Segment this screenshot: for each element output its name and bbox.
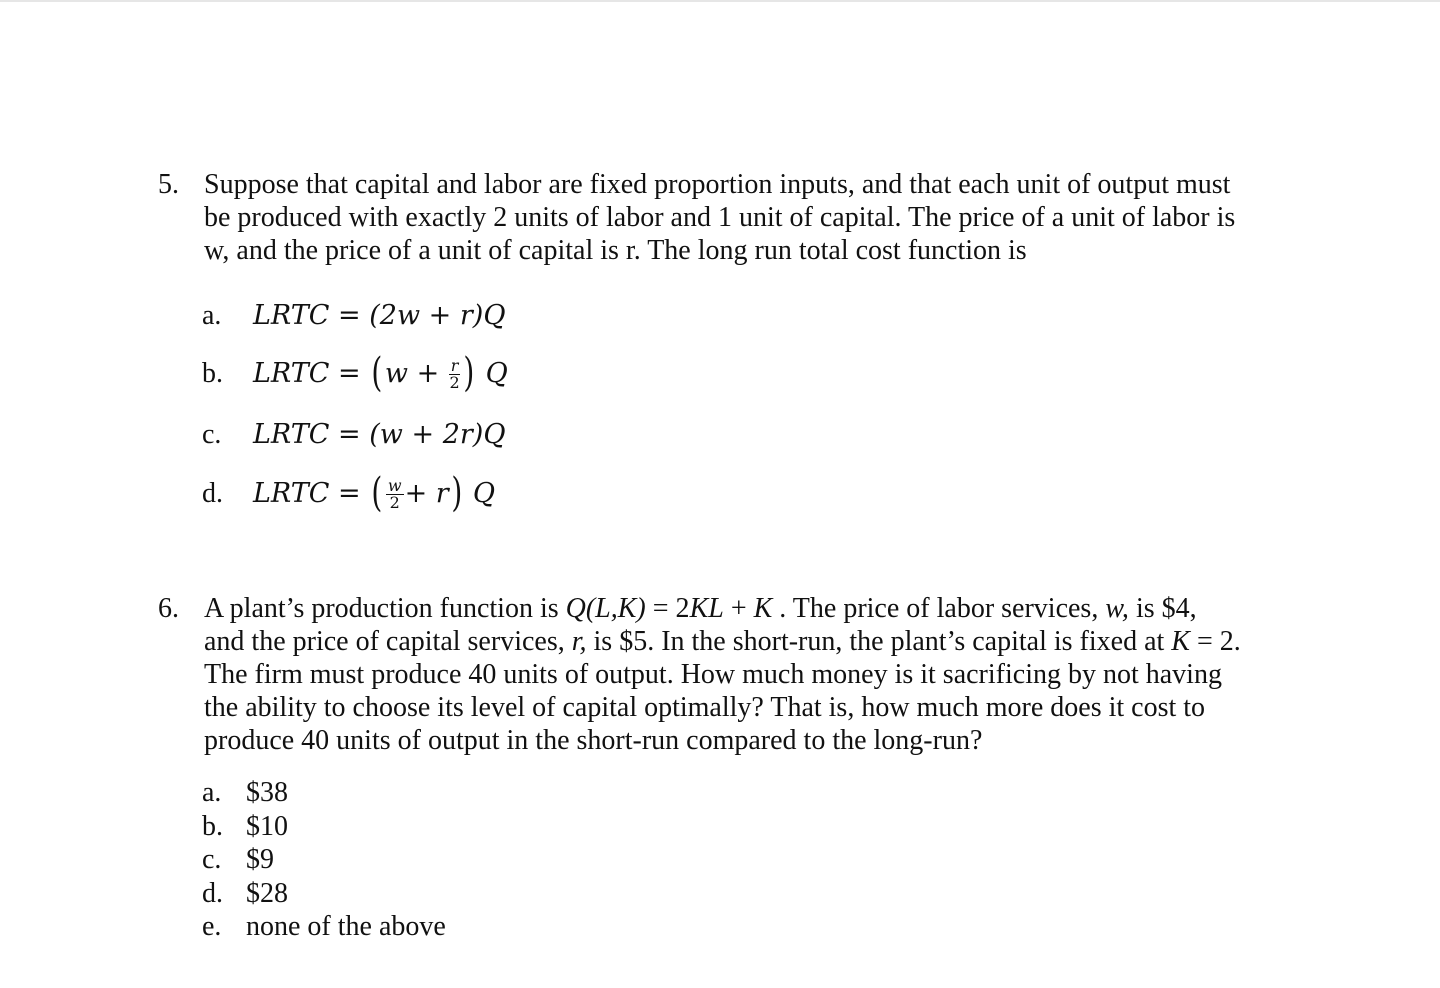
question-number: 6. xyxy=(158,593,179,624)
answer-text: $38 xyxy=(246,777,288,808)
answer-letter: c. xyxy=(202,844,222,875)
question-text xyxy=(204,168,1298,267)
text-run: = 2. xyxy=(1189,626,1241,657)
answer-letter: e. xyxy=(202,911,222,942)
text-run: is $5. In the short-run, the plant’s capital is fixed at xyxy=(586,626,1172,657)
left-paren: ( xyxy=(371,470,383,516)
choice-letter: a. xyxy=(202,300,222,331)
choice-expression-part: + r xyxy=(404,478,449,509)
math-var: K xyxy=(753,593,773,624)
fraction-denominator: 2 xyxy=(449,373,460,392)
question-6 xyxy=(158,592,1298,757)
fraction xyxy=(449,358,461,391)
choice-expression: (2w + r)Q xyxy=(369,300,506,331)
fraction-numerator: w xyxy=(387,476,402,495)
choice-lhs: LRTC xyxy=(253,358,330,389)
math-var: K xyxy=(1171,626,1190,657)
q6-answer-d[interactable] xyxy=(202,877,446,911)
text-run: A plant’s production function is xyxy=(204,593,566,624)
right-paren: ) xyxy=(451,470,462,516)
choice-letter: b. xyxy=(202,358,223,389)
math-var: KL xyxy=(689,593,724,624)
question-line: produce 40 units of output in the short-run compared to the long-run? xyxy=(204,725,983,756)
text-run: is $4, xyxy=(1128,593,1197,624)
equals-sign: = xyxy=(338,358,361,389)
fraction xyxy=(386,478,404,511)
q5-choice-c[interactable] xyxy=(202,418,505,452)
q6-answer-a[interactable] xyxy=(202,776,446,810)
equals-sign: = xyxy=(338,478,361,509)
q5-choice-b[interactable] xyxy=(202,350,508,396)
choice-lhs: LRTC xyxy=(253,478,330,509)
q5-choice-a[interactable] xyxy=(202,299,505,333)
equals-sign: = xyxy=(338,419,361,450)
question-line: The firm must produce 40 units of output. How much money is it sacrificing by not having xyxy=(204,659,1222,690)
page-top-border xyxy=(0,0,1440,2)
fraction-numerator: r xyxy=(450,356,459,375)
equals-sign: = xyxy=(338,300,361,331)
q6-answers xyxy=(202,776,446,944)
choice-letter: d. xyxy=(202,478,223,509)
production-function-symbol: Q(L,K) xyxy=(565,593,646,624)
math-var: r, xyxy=(571,626,587,657)
choice-expression: (w + 2r)Q xyxy=(369,419,506,450)
text-run: + xyxy=(723,593,754,624)
answer-text: $28 xyxy=(246,877,288,909)
right-paren: ) xyxy=(463,350,475,396)
choice-expression-part: Q xyxy=(472,478,496,509)
answer-text: $9 xyxy=(246,844,274,875)
question-line: w, and the price of a unit of capital is r. The long run total cost function is xyxy=(204,235,1027,266)
question-line xyxy=(204,592,1298,625)
choice-lhs: LRTC xyxy=(253,300,330,331)
answer-text: $10 xyxy=(246,810,288,842)
choice-lhs: LRTC xyxy=(253,419,330,450)
question-text xyxy=(204,592,1298,757)
left-paren: ( xyxy=(371,350,383,396)
choice-expression-part: w + xyxy=(384,358,440,389)
q6-answer-e[interactable] xyxy=(202,910,446,944)
choice-letter: c. xyxy=(202,419,222,450)
text-run: = 2 xyxy=(645,593,690,624)
text-run: and the price of capital services, xyxy=(204,626,572,657)
q6-answer-b[interactable] xyxy=(202,810,446,844)
answer-text: none of the above xyxy=(246,911,446,942)
question-line: be produced with exactly 2 units of labor and 1 unit of capital. The price of a unit of labor is xyxy=(204,202,1236,233)
q5-choice-d[interactable] xyxy=(202,470,496,516)
question-line xyxy=(204,625,1298,658)
question-number: 5. xyxy=(158,169,179,200)
fraction-denominator: 2 xyxy=(389,493,400,512)
q6-answer-c[interactable] xyxy=(202,843,446,877)
text-run: . The price of labor services, xyxy=(772,593,1106,624)
question-5 xyxy=(158,168,1298,267)
math-var: w, xyxy=(1105,593,1129,624)
question-line: the ability to choose its level of capital optimally? That is, how much more does it cost to xyxy=(204,692,1206,723)
answer-letter: d. xyxy=(202,877,223,909)
answer-letter: a. xyxy=(202,777,222,808)
question-line: Suppose that capital and labor are fixed proportion inputs, and that each unit of output must xyxy=(204,169,1231,200)
answer-letter: b. xyxy=(202,810,223,842)
choice-expression-part: Q xyxy=(485,358,508,389)
